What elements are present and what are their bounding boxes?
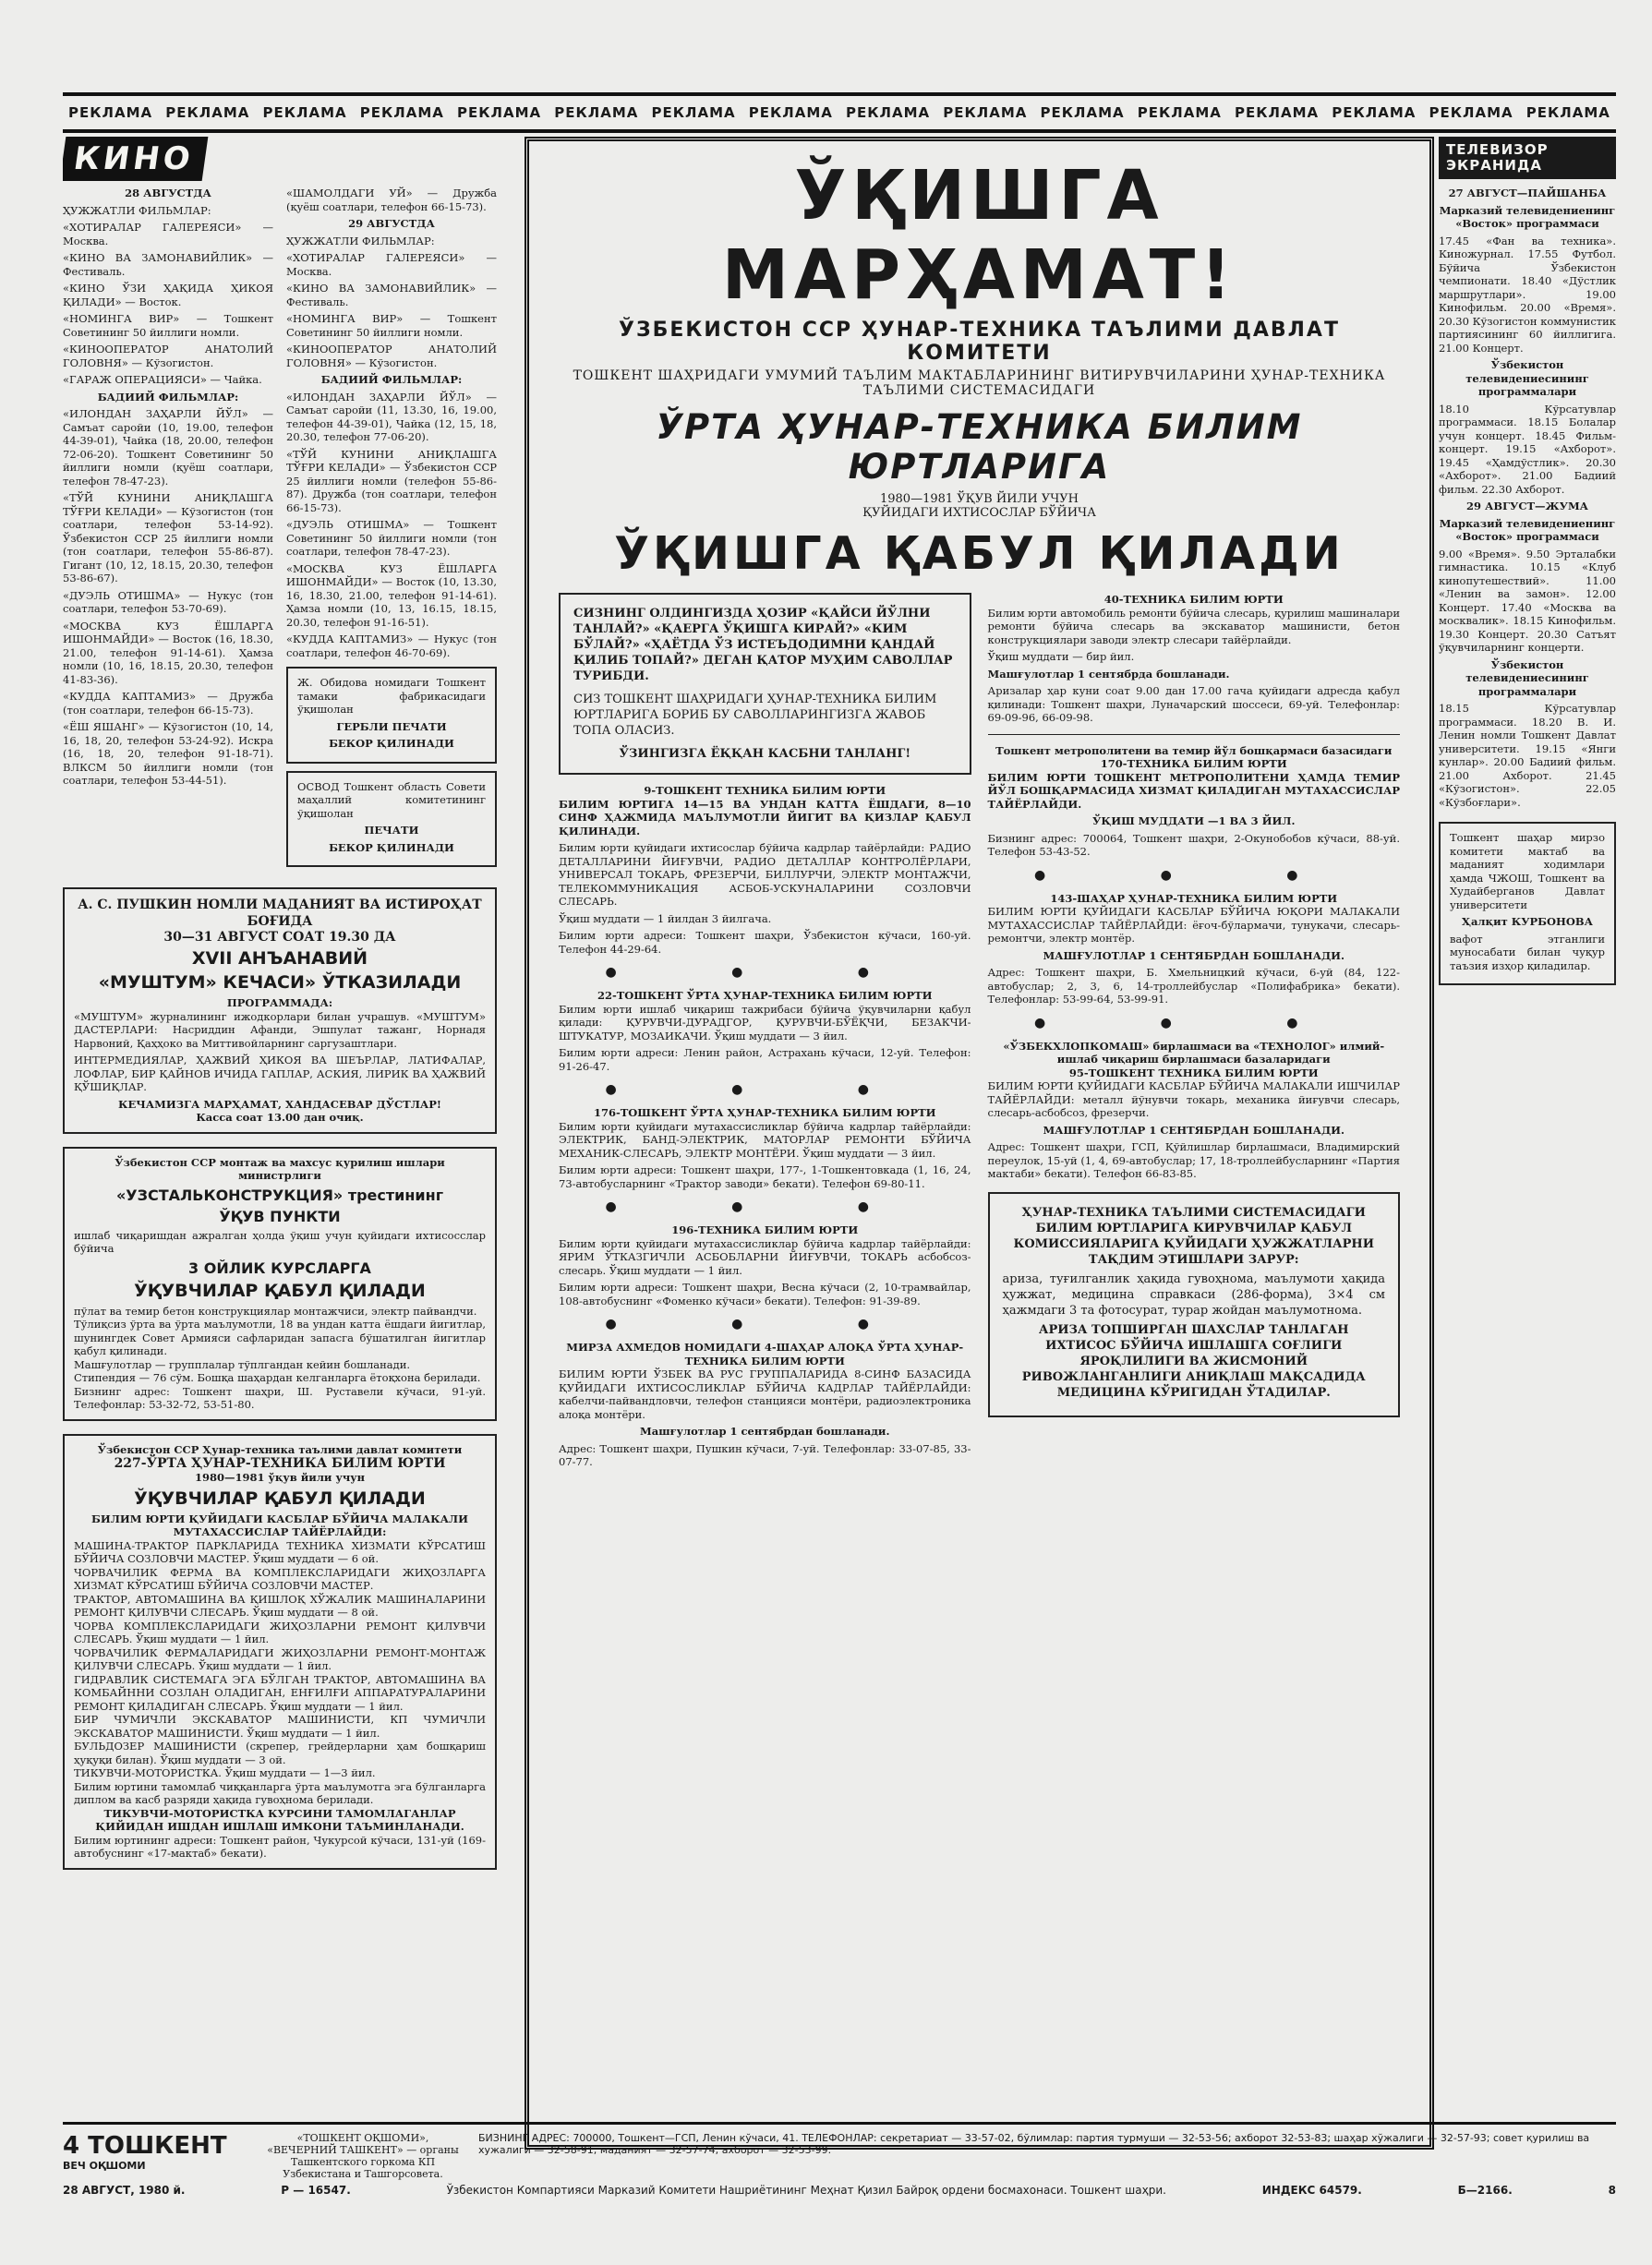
question-slogan: ЎЗИНГИЗГА ЁҚҚАН КАСБНИ ТАНЛАНГ! [619, 747, 911, 761]
tv-logo-line: ТЕЛЕВИЗОР [1446, 141, 1549, 158]
school-text: БИЛИМ ЮРТИГА 14—15 ВА УНДАН КАТТА ЁШДАГИ, 8—10 СИНФ ҲАЖМИДА МАЪЛУМОТЛИ ЙИГИТ ВА ҚИЗЛАР ҚАБУЛ ҚИЛИНАДИ. [559, 797, 971, 837]
school-title: 143-ШАҲАР ҲУНАР-ТЕХНИКА БИЛИМ ЮРТИ [1050, 891, 1338, 905]
school-227-title: 227-ЎРТА ҲУНАР-ТЕХНИКА БИЛИМ ЮРТИ [114, 1456, 446, 1471]
newspaper-page [63, 92, 1616, 2216]
kino-entry: «НОМИНГА ВИР» — Тошкент Советининг 50 йиллиги номли. [63, 312, 273, 339]
school-address: Адрес: Тошкент шаҳри, Б. Хмельницкий кўчаси, 6-уй (84, 122-автобуслар; 2, 3, 6, 14-троллейбуслар «Полифабрика» бекати). Телефонлар: 53-99-64, 53-99-91. [987, 966, 1400, 1006]
main-ad [529, 141, 1429, 2145]
school-text: МАШҒУЛОТЛАР 1 СЕНТЯБРДАН БОШЛАНАДИ. [1043, 1123, 1345, 1137]
mushtum-welcome: КЕЧАМИЗГА МАРҲАМАТ, ХАНДАСЕВАР ДЎСТЛАР! [118, 1097, 441, 1111]
separator-dots: ● ● ● [605, 1082, 925, 1097]
mushtum-ad [63, 887, 497, 1134]
logo-text: 4 ТОШКЕНТ [63, 2132, 227, 2160]
notice-box [286, 771, 497, 868]
school-head: «ЎЗБЕКХЛОПКОМАШ» бирлашмаси ва «ТЕХНОЛОГ» илмий-ишлаб чиқариш бирлашмаси базаларидаги [1003, 1039, 1385, 1066]
school-address: Аризалар ҳар куни соат 9.00 дан 17.00 гача қуйидаги адресда қабул қилинади: Тошкент шаҳри, Луначарский шоссеси, 69-уй. Телефонлар: 69-09-96, 66-09-98. [987, 684, 1400, 724]
kino-entry: «НОМИНГА ВИР» — Тошкент Советининг 50 йиллиги номли. [286, 312, 497, 339]
question-box [559, 593, 971, 775]
school-title: 170-ТЕХНИКА БИЛИМ ЮРТИ [1100, 757, 1287, 770]
imprint-line [63, 2184, 1616, 2197]
notice-text: ГЕРБЛИ ПЕЧАТИ [336, 719, 447, 733]
kino-entry: «ХОТИРАЛАР ГАЛЕРЕЯСИ» — Москва. [286, 251, 497, 278]
school-text: БИЛИМ ЮРТИ ҚУЙИДАГИ КАСБЛАР БЎЙИЧА ЮҚОРИ МАЛАКАЛИ МУТАХАССИСЛАР ТАЙЁРЛАЙДИ: ёғоч-бўлармачи, тунукачи, слесарь-ремонтчи, электр монтёр. [987, 905, 1400, 945]
kino-entry: «ГАРАЖ ОПЕРАЦИЯСИ» — Чайка. [63, 373, 262, 386]
tv-channel: Ўзбекистон телевидениесининг программалари [1465, 358, 1589, 398]
mushtum-venue: А. С. ПУШКИН НОМЛИ МАДАНИЯТ ВА ИСТИРОҲАТ БОҒИДА [78, 898, 482, 929]
reklama-label: РЕКЛАМА [651, 104, 736, 121]
kino-col-left [63, 187, 273, 874]
tv-logo-line: ЭКРАНИДА [1446, 157, 1542, 174]
kino-entry: ҲУЖЖАТЛИ ФИЛЬМЛАР: [63, 203, 211, 217]
ustal-ad [63, 1147, 497, 1421]
editorial-address: БИЗНИНГ АДРЕС: 700000, Тошкент—ГСП, Ленин кўчаси, 41. ТЕЛЕФОНЛАР: секретариат — 33-57-02, бўлимлар: партия турмуши — 32-53-56; ахборот 32-53-83; шаҳар хўжалиги — 32-57-93; совет қурилиш ва хужалиги — 32-58-91; маданият — 32-57-74; ахборот — 32-53-99. [478, 2132, 1590, 2156]
kino-entry: «МОСКВА КУЗ ЁШЛАРГА ИШОНМАЙДИ» — Восток (10, 13.30, 16, 18.30, 21.00, телефон 91-14-61). Ҳамза номли (10, 13, 16.15, 18.15, 20.30, телефон 91-16-51). [286, 561, 497, 629]
newspaper-names: «ТОШКЕНТ ОҚШОМИ», «ВЕЧЕРНИЙ ТАШКЕНТ» — органы Ташкентского горкома КП Узбекистана и Ташгорсовета. [267, 2132, 459, 2180]
school-address: Билим юрти адреси: Тошкент шаҳри, Весна кўчаси (2, 10-трамвайлар, 108-автобуснинг «Фоменко кўчаси» бекати). Телефон: 91-39-89. [559, 1281, 971, 1307]
school-title: 40-ТЕХНИКА БИЛИМ ЮРТИ [1103, 593, 1284, 606]
kino-entry: ҲУЖЖАТЛИ ФИЛЬМЛАР: [286, 234, 435, 247]
school-40 [988, 593, 1401, 725]
question-text: СИЗ ТОШКЕНТ ШАҲРИДАГИ ҲУНАР-ТЕХНИКА БИЛИМ ЮРТЛАРИГА БОРИБ БУ САВОЛЛАРИНГИЗГА ЖАВОБ ТОПА ОЛАСИЗ. [573, 693, 937, 738]
school-title: 9-ТОШКЕНТ ТЕХНИКА БИЛИМ ЮРТИ [644, 784, 886, 797]
tv-logo [1439, 137, 1616, 179]
school-227-item: ЧОРВАЧИЛИК ФЕРМАЛАРИДАГИ ЖИҲОЗЛАРНИ РЕМОНТ-МОНТАЖ ҚИЛУВЧИ СЛЕСАРЬ. Ўқиш муддати — 1 йил. [74, 1645, 486, 1672]
ustal-accept: ЎҚУВЧИЛАР ҚАБУЛ ҚИЛАДИ [134, 1280, 426, 1301]
notice-text: ОСВОД Тошкент область Совети маҳаллий комитетининг ўқишолан [297, 779, 486, 820]
school-227-item: БИР ЧУМИЧЛИ ЭКСКАВАТОР МАШИНИСТИ, КП ЧУМИЧЛИ ЭКСКАВАТОР МАШИНИСТИ. Ўқиш муддати — 1 йил. [74, 1713, 486, 1740]
mushtum-kassa: Касса соат 13.00 дан очиқ. [196, 1111, 364, 1124]
school-address: Бизнинг адрес: 700064, Тошкент шаҳри, 2-Окунобобов кўчаси, 88-уй. Телефон 53-43-52. [987, 831, 1400, 858]
reklama-bar [63, 92, 1616, 133]
tv-channel: Марказий телевидениенинг «Восток» программаси [1439, 203, 1616, 230]
main-ad-frame [525, 137, 1434, 2150]
school-227-item: ЧОРВА КОМПЛЕКСЛАРИДАГИ ЖИҲОЗЛАРНИ РЕМОНТ ҚИЛУВЧИ СЛЕСАРЬ. Ўқиш муддати — 1 йил. [74, 1619, 486, 1645]
commission-text: ариза, туғилганлик ҳақида гувоҳнома, маълумоти ҳақида ҳужжат, медицина справкаси (286-форма), 3×4 см ҳажмдаги 3 та фотосурат, турар жойдан маълумотнома. [1002, 1271, 1385, 1318]
kino-col-right [286, 187, 497, 874]
school-text: Ўқиш муддати — бир йил. [987, 650, 1135, 663]
separator-dots: ● ● ● [1033, 1015, 1354, 1030]
main-ad-year: 1980—1981 ЎҚУВ ЙИЛИ УЧУН [879, 492, 1079, 506]
tv-column [1439, 137, 1616, 2150]
separator-dots: ● ● ● [605, 965, 925, 980]
commission-title: ҲУНАР-ТЕХНИКА ТАЪЛИМИ СИСТЕМАСИДАГИ БИЛИМ ЮРТЛАРИГА КИРУВЧИЛАР ҚАБУЛ КОМИССИЯЛАРИГА ҚУЙИДАГИ ҲУЖЖАТЛАРНИ ТАҚДИМ ЭТИШЛАРИ ЗАРУР: [1013, 1205, 1374, 1267]
mushtum-date: 30—31 АВГУСТ СОАТ 19.30 ДА [163, 930, 396, 945]
reklama-label: РЕКЛАМА [359, 104, 444, 121]
mushtum-title: XVII АНЪАНАВИЙ [191, 948, 368, 969]
school-196 [559, 1223, 971, 1307]
kino-entry: БАДИИЙ ФИЛЬМЛАР: [97, 390, 239, 404]
tv-channel: Ўзбекистон телевидениесининг программалари [1465, 657, 1589, 698]
school-text: Билим юрти ишлаб чиқариш тажрибаси бўйича ўқувчиларни қабул қилади: ҚУРУВЧИ-ДУРАДГОР, ҚУРУВЧИ-БЎЁҚЧИ, БЕЗАКЧИ-ШТУКАТУР, МОЗАИКАЧИ. Ўқиш муддати — 3 йил. [559, 1002, 971, 1042]
ustal-body: Тўлиқсиз ўрта ва ўрта маълумотли, 18 ва ундан катта ёшдаги йигитлар, шунингдек Совет Армияси сафларидан запасга бўшатилган йигитлар қабул қилинади. [74, 1318, 486, 1357]
reklama-label: РЕКЛАМА [1137, 104, 1222, 121]
school-227-item: ЧОРВАЧИЛИК ФЕРМА ВА КОМПЛЕКСЛАРИДАГИ ЖИҲОЗЛАРГА ХИЗМАТ КЎРСАТИШ БЎЙИЧА СОЗЛОВЧИ МАСТЕР. [74, 1565, 486, 1592]
kino-listing [63, 187, 497, 874]
page-number: 8 [1608, 2184, 1616, 2197]
school-227-address: Билим юртининг адреси: Тошкент район, Чукурсой кўчаси, 131-уй (169-автобуснинг «17-мактаб» бекати). [74, 1833, 486, 1860]
kino-entry: «ШАМОЛДАГИ УЙ» — Дружба (қуёш соатлари, телефон 66-15-73). [286, 187, 497, 213]
school-227-item: ТРАКТОР, АВТОМАШИНА ВА ҚИШЛОҚ ХЎЖАЛИК МАШИНАЛАРИНИ РЕМОНТ ҚИЛУВЧИ СЛЕСАРЬ. Ўқиш муддати — 8 ой. [74, 1592, 486, 1619]
school-head: Тошкент метрополитени ва темир йўл бошқармаси базасидаги [995, 743, 1393, 757]
school-227-item: ТИКУВЧИ-МОТОРИСТКА. Ўқиш муддати — 1—3 йил. [74, 1766, 376, 1779]
school-address: Адрес: Тошкент шаҳри, Пушкин кўчаси, 7-уй. Телефонлар: 33-07-85, 33-07-77. [559, 1441, 971, 1468]
main-ad-right [988, 593, 1401, 1473]
kino-date: 29 АВГУСТДА [348, 217, 435, 230]
kino-entry: «КИНО ВА ЗАМОНАВИЙЛИК» — Фестиваль. [63, 251, 273, 278]
school-text: Ўқиш муддати — 1 йилдан 3 йилгача. [559, 911, 772, 925]
left-column [63, 137, 497, 2150]
mushtum-title: «МУШТУМ» КЕЧАСИ» ЎТКАЗИЛАДИ [98, 972, 462, 993]
reklama-label: РЕКЛАМА [165, 104, 250, 121]
ustal-trest: «УЗСТАЛЬКОНСТРУКЦИЯ» трестининг [115, 1186, 444, 1204]
school-address: Билим юрти адреси: Тошкент шаҳри, Ўзбекистон кўчаси, 160-уй. Телефон 44-29-64. [559, 929, 971, 956]
reklama-label: РЕКЛАМА [943, 104, 1028, 121]
question-text: СИЗНИНГ ОЛДИНГИЗДА ҲОЗИР «ҚАЙСИ ЙЎЛНИ ТАНЛАЙ?» «ҚАЕРГА ЎҚИШГА КИРАЙ?» «КИМ БЎЛАЙ?» «ҲАЁТДА ЎЗ ИСТЕЪДОДИМНИ ҚАНДАЙ ҚИЛИБ ТОПАЙ?» ДЕГАН ҚАТОР МУҲИМ САВОЛЛАР ТУРИБДИ. [573, 607, 953, 683]
school-22 [559, 989, 971, 1073]
school-227-org: Ўзбекистон ССР Ҳунар-техника таълими давлат комитети [97, 1442, 463, 1456]
kino-entry: «ИЛОНДАН ЗАҲАРЛИ ЙЎЛ» — Самъат саройи (10, 19.00, телефон 44-39-01), Чайка (18, 20.00, телефон 72-06-20). Тошкент Советининг 50 йиллиги номли (қуёш соатлари, телефон 78-47-23). [63, 407, 273, 488]
reklama-label: РЕКЛАМА [554, 104, 639, 121]
school-text: ЎҚИШ МУДДАТИ —1 ВА 3 ЙИЛ. [1092, 814, 1296, 827]
tv-programs: 17.45 «Фан ва техника». Киножурнал. 17.55 Футбол. Бўйича Ўзбекистон чемпионати. 18.40 «Дўстлик маршрутлари». 19.00 Кинофильм. 20.00 «Время». 20.30 Кўзогистон коммунистик партиясининг 60 йиллигига. 21.00 Концерт. [1439, 234, 1616, 355]
kino-entry: «ХОТИРАЛАР ГАЛЕРЕЯСИ» — Москва. [63, 221, 273, 247]
reklama-label: РЕКЛАМА [1525, 104, 1610, 121]
mushtum-body: «МУШТУМ» журналининг ижодкорлари билан учрашув. «МУШТУМ» ДАСТЕРЛАРИ: Насриддин Афанди, Эшпулат тажанг, Норнадя Нарвоний, Қаҳҳоко ва Миттивойларнинг саргузаштлари. [74, 1009, 486, 1050]
main-ad-left [559, 593, 971, 1473]
reklama-label: РЕКЛАМА [748, 104, 833, 121]
school-227-item: ГИДРАВЛИК СИСТЕМАГА ЭГА БЎЛГАН ТРАКТОР, АВТОМАШИНА ВА КОМБАЙННИ СОЗЛАН ОЛАДИГАН, ЕНҒИЛҒИ АППАРАТУРАЛАРИНИ РЕМОНТ ҚИЛАДИГАН СЛЕСАРЬ. Ўқиш муддати — 1 йил. [74, 1672, 486, 1713]
kino-entry: «ТЎЙ КУНИНИ АНИҚЛАШГА ТЎҒРИ КЕЛАДИ» — Ўзбекистон ССР 25 йиллиги номли (телефон 55-86-87). Дружба (тон соатлари, телефон 66-15-73). [286, 447, 497, 514]
school-text: БИЛИМ ЮРТИ ТОШКЕНТ МЕТРОПОЛИТЕНИ ҲАМДА ТЕМИР ЙЎЛ БОШҚАРМАСИДА ХИЗМАТ ҚИЛАДИГАН МУТАХАССИСЛАР ТАЙЁРЛАЙДИ. [987, 770, 1400, 811]
separator-dots: ● ● ● [1033, 867, 1354, 883]
main-ad-accept: ЎҚИШГА ҚАБУЛ ҚИЛАДИ [614, 527, 1345, 580]
obituary-text: вафот этганлиги муносабати билан чуқур таъзия изҳор қиладилар. [1450, 932, 1605, 972]
tv-day: 29 АВГУСТ—ЖУМА [1465, 500, 1589, 512]
tv-programs: 18.10 Кўрсатувлар программаси. 18.15 Болалар учун концерт. 18.45 Фильм-концерт. 19.15 «Ахборот». 19.45 «Ҳамдўстлик». 20.30 «Ахборот». 21.00 Бадиий фильм. 22.30 Ахборот. [1439, 402, 1616, 496]
kino-entry: «ДУЭЛЬ ОТИШМА» — Нукус (тон соатлари, телефон 53-70-69). [63, 588, 273, 615]
kino-entry: «КИНО ЎЗИ ҲАҚИДА ҲИКОЯ ҚИЛАДИ» — Восток. [63, 282, 273, 308]
censor-number: Р — 16547. [281, 2184, 351, 2197]
school-address: Билим юрти адреси: Тошкент шаҳри, 177-, 1-Тошкентовкада (1, 16, 24, 73-автобусларнинг «Трактор заводи» бекати). Телефон 69-80-11. [559, 1163, 971, 1190]
school-text: Билим юрти қуйидаги мутахассисликлар бўйича кадрлар тайёрлайди: ЭЛЕКТРИК, БАНД-ЭЛЕКТРИК, МАТОРЛАР РЕМОНТИ БЎЙИЧА МЕХАНИК-СЛЕСАРЬ, ЭЛЕКТР МОНТЁРИ. Ўқиш муддати — 3 йил. [559, 1119, 971, 1160]
kino-entry: «ТЎЙ КУНИНИ АНИҚЛАШГА ТЎҒРИ КЕЛАДИ» — Кўзогистон (тон соатлари, телефон 53-14-92). Ўзбекистон ССР 25 йиллиги номли (тон соатлари, телефон 55-86-87). Гигант (10, 12, 18.15, 20.30, телефон 53-86-67). [63, 491, 273, 584]
school-title: 95-ТОШКЕНТ ТЕХНИКА БИЛИМ ЮРТИ [1068, 1066, 1319, 1079]
school-95 [988, 1040, 1401, 1181]
school-227-year: 1980—1981 ўқув йили учун [194, 1471, 366, 1484]
index-number: ИНДЕКС 64579. [1261, 2184, 1362, 2197]
printer-line: Ўзбекистон Компартияси Марказий Комитети Нашриётининг Меҳнат Қизил Байроқ ордени босмахонаси. Тошкент шаҳри. [446, 2184, 1166, 2197]
kino-entry: «КИНО ВА ЗАМОНАВИЙЛИК» — Фестиваль. [286, 282, 497, 308]
ustal-start: Машғулотлар — групплалар тўплгандан кейин бошланади. [74, 1357, 411, 1371]
main-ad-columns [542, 593, 1417, 1473]
school-227-item: БУЛЬДОЗЕР МАШИНИСТИ (скрепер, грейдерларни ҳам бошқариш ҳуқуқи билан). Ўқиш муддати — 3 ой. [74, 1740, 486, 1766]
ustal-address: Бизнинг адрес: Тошкент шаҳри, Ш. Руставели кўчаси, 91-уй. Телефонлар: 53-32-72, 53-51-80. [74, 1384, 486, 1411]
ustal-org: Ўзбекистон ССР монтаж ва махсус қурилиш ишлари министрлиги [115, 1155, 445, 1182]
school-title: 22-ТОШКЕНТ ЎРТА ҲУНАР-ТЕХНИКА БИЛИМ ЮРТИ [597, 989, 933, 1002]
main-ad-invite: ТОШКЕНТ ШАҲРИДАГИ УМУМИЙ ТАЪЛИМ МАКТАБЛАРИНИНГ ВИТИРУВЧИЛАРИНИ ҲУНАР-ТЕХНИКА ТАЪЛИМИ СИСТЕМАСИДАГИ [573, 368, 1386, 398]
ustal-stipend: Стипендия — 76 сўм. Бошқа шаҳардан келганларга ётоқхона берилади. [74, 1371, 481, 1384]
school-address: Билим юрти адреси: Ленин район, Астрахань кўчаси, 12-уй. Телефон: 91-26-47. [559, 1046, 971, 1073]
school-text: Билим юрти қуйидаги ихтисослар бўйича кадрлар тайёрлайди: РАДИО ДЕТАЛЛАРИНИ ЙИҒУВЧИ, РАДИО ДЕТАЛЛАР КОНТРОЛЁРЛАРИ, УНИВЕРСАЛ ТОКАРЬ, ФРЕЗЕРЧИ, БИЛЛУРЧИ, ЭЛЕКТР МОНТАЖЧИ, ТЕЛЕКОММУНИКАЦИЯ АСБОБ-УСКУНАЛАРИНИ СОЗЛОВЧИ СЛЕСАРЬ. [559, 841, 971, 908]
masthead-footer [63, 2122, 1616, 2208]
reklama-label: РЕКЛАМА [68, 104, 153, 121]
school-text: БИЛИМ ЮРТИ ҚУЙИДАГИ КАСБЛАР БЎЙИЧА МАЛАКАЛИ ИШЧИЛАР ТАЙЁРЛАЙДИ: металл йўнувчи токарь, механика йиғувчи слесарь, слесарь-асбобсоз, фрезерчи. [987, 1079, 1400, 1119]
main-ad-schools: ЎРТА ҲУНАР-ТЕХНИКА БИЛИМ ЮРТЛАРИГА [656, 407, 1303, 487]
reklama-label: РЕКЛАМА [262, 104, 347, 121]
reklama-label: РЕКЛАМА [1429, 104, 1513, 121]
kino-entry: «КИНООПЕРАТОР АНАТОЛИЙ ГОЛОВНЯ» — Кўзогистон. [286, 343, 497, 369]
tv-programs: 9.00 «Время». 9.50 Эрталабки гимнастика. 10.15 «Клуб кинопутешествий». 11.00 «Ленин ва замон». 12.00 Концерт. 17.40 «Москва ва москвалик». 18.15 Кинофильм. 19.30 Концерт. 20.30 Сатъят ўқувчиларнинг концерти. [1439, 547, 1616, 654]
commission-text: АРИЗА ТОПШИРГАН ШАХСЛАР ТАНЛАГАН ИХТИСОС БЎЙИЧА ИШЛАШГА СОҒЛИГИ ЯРОҚЛИЛИГИ ВА ЖИСМОНИЙ РИВОЖЛАНГАНЛИГИ АНИҚЛАШ МАҚСАДИДА МЕДИЦИНА КЎРИГИДАН ЎТАДИЛАР. [1021, 1322, 1366, 1400]
ustal-point: ЎҚУВ ПУНКТИ [219, 1207, 341, 1225]
mushtum-program: ПРОГРАММАДА: [226, 996, 333, 1009]
notice-text: Ж. Обидова номидаги Тошкент тамаки фабрикасидаги ўқишолан [297, 676, 486, 716]
school-9 [559, 784, 971, 956]
school-170 [988, 744, 1401, 859]
school-text: БИЛИМ ЮРТИ ЎЗБЕК ВА РУС ГРУППАЛАРИДА 8-СИНФ БАЗАСИДА ҚУЙИДАГИ ИХТИСОСЛИКЛАР БЎЙИЧА КАДРЛАР ТАЙЁРЛАЙДИ: кабелчи-пайвандловчи, телефон станцияси монтёри, радиоэлектроника алоқа монтёри. [559, 1367, 971, 1421]
tv-day: 27 АВГУСТ—ПАЙШАНБА [1448, 187, 1607, 199]
tv-schedule [1439, 187, 1616, 809]
commission-box [988, 1192, 1401, 1417]
kino-logo: КИНО [63, 137, 208, 181]
reklama-label: РЕКЛАМА [1040, 104, 1125, 121]
school-text: Билим юрти қуйидаги мутахассисликлар бўйича кадрлар тайёрлайди: ЯРИМ ЎТКАЗГИЧЛИ АСБОБЛАРНИ ЙИҒУВЧИ, ТОКАРЬ асбобсоз-слесарь. Ўқиш муддати — 1 йил. [559, 1236, 971, 1277]
school-227-item: МАШИНА-ТРАКТОР ПАРКЛАРИДА ТЕХНИКА ХИЗМАТИ КЎРСАТИШ БЎЙИЧА СОЗЛОВЧИ МАСТЕР. Ўқиш муддати — 6 ой. [74, 1538, 486, 1565]
kino-section [63, 137, 497, 874]
notice-box [286, 667, 497, 764]
school-title: 196-ТЕХНИКА БИЛИМ ЮРТИ [671, 1223, 859, 1236]
reklama-label: РЕКЛАМА [1332, 104, 1417, 121]
main-ad-byprof: ҚУЙИДАГИ ИХТИСОСЛАР БЎЙИЧА [862, 506, 1096, 520]
kino-entry: «ДУЭЛЬ ОТИШМА» — Тошкент Советининг 50 йиллиги номли (тон соатлари, телефон 78-47-23). [286, 518, 497, 558]
logo-subtext: ВЕЧ ОҚШОМИ [63, 2160, 146, 2172]
ustal-desc: ишлаб чиқаришдан ажралган ҳолда ўқиш учун қуйидаги ихтисосслар бўйича [74, 1228, 486, 1255]
obituary-text: Тошкент шаҳар мирзо комитети мактаб ва маданият ходимлари ҳамда ЧЖОШ, Тошкент ва Худайберганов Давлат университети [1450, 831, 1605, 911]
school-text: Билим юрти автомобиль ремонти бўйича слесарь, қурилиш машиналари ремонти бўйича слесарь ва экскаватор машинисти, бетон конструкциялари заводи электр слесари тайёрлайди. [987, 606, 1400, 646]
school-text: Машғулотлар 1 сентябрда бошланади. [987, 667, 1230, 681]
notice-text: БЕКОР ҚИЛИНАДИ [329, 840, 454, 854]
school-143 [988, 892, 1401, 1006]
separator-dots: ● ● ● [605, 1317, 925, 1331]
school-227-prep: БИЛИМ ЮРТИ ҚУЙИДАГИ КАСБЛАР БЎЙИЧА МАЛАКАЛИ МУТАХАССИСЛАР ТАЙЁРЛАЙДИ: [91, 1512, 468, 1538]
school-227-ad [63, 1434, 497, 1870]
kino-entry: «МОСКВА КУЗ ЁШЛАРГА ИШОНМАЙДИ» — Восток (16, 18.30, 21.00, телефон 91-14-61). Ҳамза номли (10, 16, 18.15, 20.30, телефон 41-83-36). [63, 619, 273, 686]
divider [988, 734, 1401, 735]
kino-entry: «КИНООПЕРАТОР АНАТОЛИЙ ГОЛОВНЯ» — Кўзогистон. [63, 343, 273, 369]
separator-dots: ● ● ● [605, 1199, 925, 1214]
main-ad-title: ЎҚИШГА МАРҲАМАТ! [721, 156, 1237, 315]
reklama-label: РЕКЛАМА [846, 104, 931, 121]
obituary-box [1439, 822, 1616, 985]
school-227-item: ТИКУВЧИ-МОТОРИСТКА КУРСИНИ ТАМОМЛАГАНЛАР ҚИЙИДАН ИШДАН ИШЛАШ ИМКОНИ ТАЪМИНЛАНАДИ. [95, 1806, 464, 1833]
tv-channel: Марказий телевидениенинг «Восток» программаси [1439, 516, 1616, 543]
school-address: Адрес: Тошкент шаҳри, ГСП, Қўйлишлар бирлашмаси, Владимирский переулок, 15-уй (1, 4, 69-автобуслар; 17, 18-троллейбусларнинг «Партия мактаби» бекати). Телефон 66-83-85. [987, 1140, 1400, 1180]
kino-entry: «КУДДА КАПТАМИЗ» — Нукус (тон соатлари, телефон 46-70-69). [286, 633, 497, 659]
kino-entry: «ЁШ ЯШАНГ» — Кўзогистон (10, 14, 16, 18, 20, телефон 53-24-92). Искра (16, 18, 20, телефон 91-18-71). ВЛКСМ 50 йиллиги номли (тон соатлари, телефон 53-44-51). [63, 720, 273, 787]
obituary-name: Ҳалқит КУРБОНОВА [1462, 915, 1593, 928]
notice-text: БЕКОР ҚИЛИНАДИ [329, 737, 454, 750]
kino-entry: БАДИИЙ ФИЛЬМЛАР: [320, 373, 463, 386]
school-text: Машғулотлар 1 сентябрдан бошланади. [640, 1425, 890, 1438]
newspaper-logo [63, 2132, 227, 2172]
kino-entry: «КУДДА КАПТАМИЗ» — Дружба (тон соатлари, телефон 66-15-73). [63, 690, 273, 717]
issue-date: 28 АВГУСТ, 1980 й. [63, 2184, 186, 2197]
school-text: МАШҒУЛОТЛАР 1 СЕНТЯБРДАН БОШЛАНАДИ. [1043, 948, 1345, 962]
mushtum-body: ИНТЕРМЕДИЯЛАР, ҲАЖВИЙ ҲИКОЯ ВА ШЕЪРЛАР, ЛАТИФАЛАР, ЛОФЛАР, БИР ҚАЙНОВ ИЧИДА ГАПЛАР, АСКИЯ, ЛИРИК ВА ҲАЖВИЙ ҚЎШИҚЛАР. [74, 1054, 486, 1093]
ustal-course: 3 ОЙЛИК КУРСЛАРГА [188, 1259, 371, 1277]
school-176 [559, 1106, 971, 1190]
reklama-label: РЕКЛАМА [1235, 104, 1320, 121]
main-ad-committee: ЎЗБЕКИСТОН ССР ҲУНАР-ТЕХНИКА ТАЪЛИМИ ДАВЛАТ КОМИТЕТИ [619, 319, 1340, 365]
school-227-accept: ЎҚУВЧИЛАР ҚАБУЛ ҚИЛАДИ [134, 1488, 426, 1509]
kino-entry: «ИЛОНДАН ЗАҲАРЛИ ЙЎЛ» — Самъат саройи (11, 13.30, 16, 19.00, телефон 44-39-01), Чайка (12, 15, 18, 20.30, телефон 77-06-20). [286, 390, 497, 443]
school-title: МИРЗА АХМЕДОВ НОМИДАГИ 4-ШАҲАР АЛОҚА ЎРТА ҲУНАР-ТЕХНИКА БИЛИМ ЮРТИ [566, 1341, 964, 1367]
school-title: 176-ТОШКЕНТ ЎРТА ҲУНАР-ТЕХНИКА БИЛИМ ЮРТИ [593, 1106, 936, 1119]
school-227-item: Билим юртини тамомлаб чиққанларга ўрта маълумотга эга бўлганларга диплом ва касб разряди ҳақида гувоҳнома берилади. [74, 1779, 486, 1806]
school-4 [559, 1341, 971, 1469]
tv-programs: 18.15 Кўрсатувлар программаси. 18.20 В. И. Ленин номли Тошкент Давлат университети. 19.15 «Янги кунлар». 20.00 Бадиий фильм. 21.00 Ахборот. 21.45 «Кўзогистон». 22.05 «Кўзбоғлари». [1439, 702, 1616, 809]
notice-text: ПЕЧАТИ [364, 824, 419, 837]
order-number: Б—2166. [1457, 2184, 1513, 2197]
kino-date: 28 АВГУСТДА [125, 187, 211, 199]
reklama-label: РЕКЛАМА [457, 104, 542, 121]
ustal-spec: пўлат ва темир бетон конструкциялар монтажчиси, электр пайвандчи. [74, 1304, 477, 1318]
